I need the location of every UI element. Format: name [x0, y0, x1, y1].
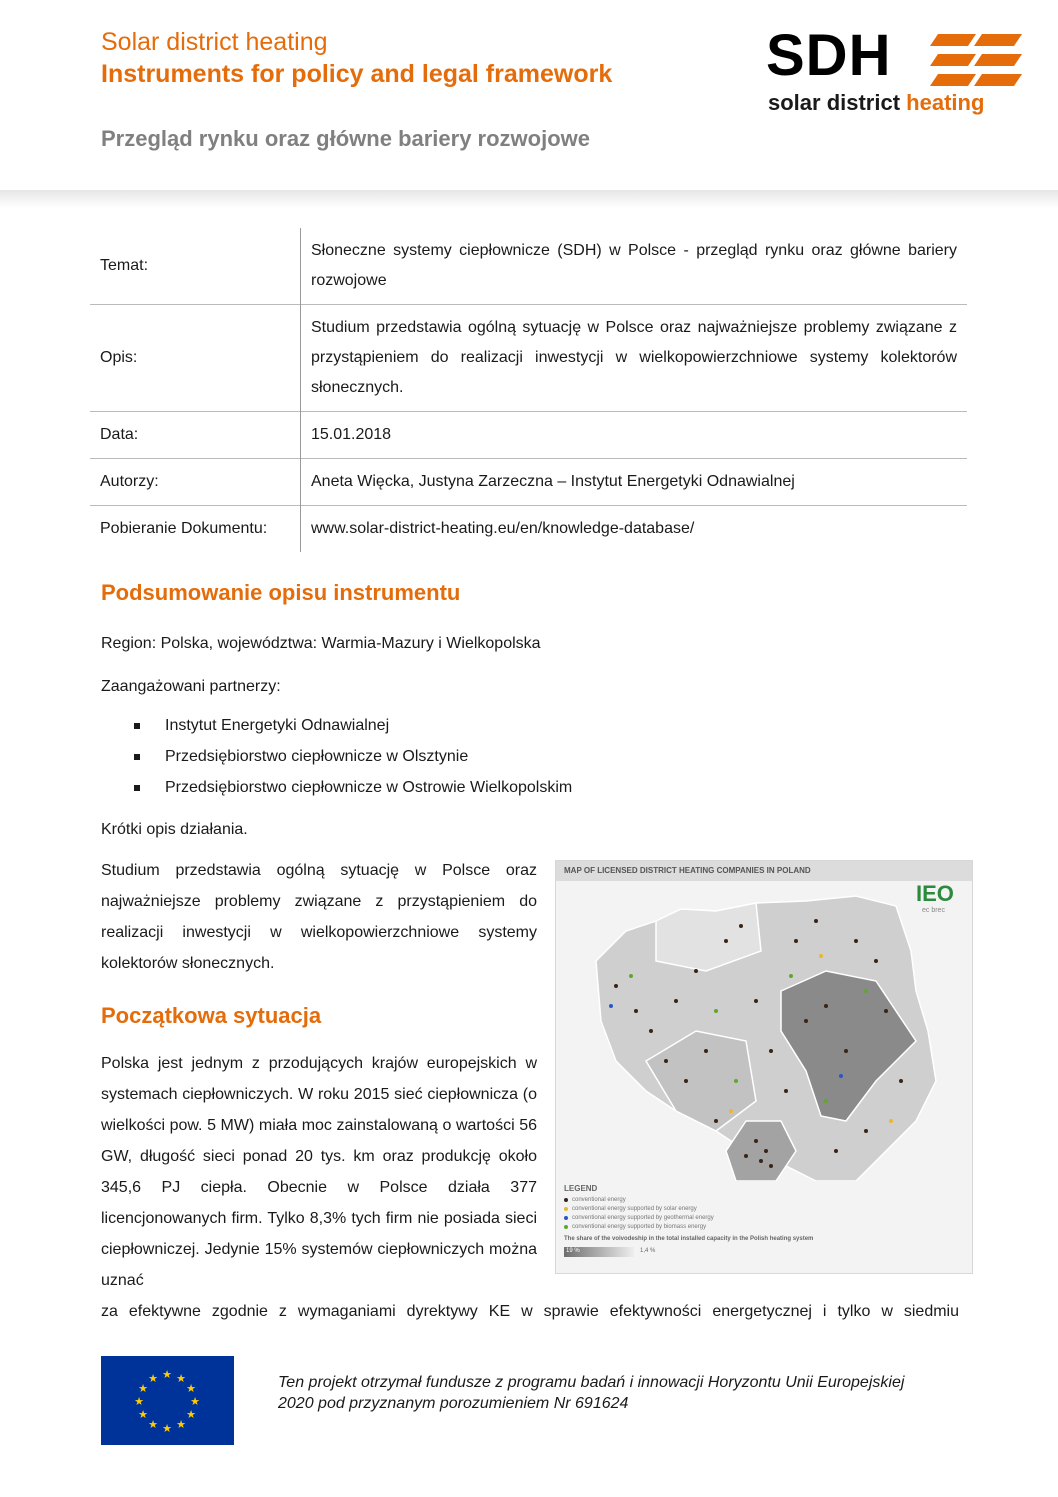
initial-text-continued: za efektywne zgodnie z wymaganiami dyrektywy KE w sprawie efektywności energetycznej i tylko w siedmiu [101, 1303, 959, 1320]
meta-key: Opis: [90, 305, 301, 412]
list-item: Przedsiębiorstwo ciepłownicze w Olsztynie [101, 741, 572, 772]
sdh-logo-text: solar district heating [768, 90, 985, 115]
sdh-logo-stripes-icon [928, 32, 1024, 88]
sdh-logo: SDH [766, 23, 892, 88]
svg-text:★: ★ [162, 1368, 172, 1381]
meta-key: Pobieranie Dokumentu: [90, 506, 301, 553]
document-title: Przegląd rynku oraz główne bariery rozwojowe [101, 126, 591, 151]
share-caption: The share of the voivodeship in the total installed capacity in the Polish heating system [564, 1236, 814, 1242]
left-column [101, 855, 537, 1296]
eu-flag [101, 1356, 234, 1445]
svg-text:★: ★ [148, 1418, 158, 1431]
map-title: MAP OF LICENSED DISTRICT HEATING COMPANIES IN POLAND [564, 866, 811, 875]
initial-heading: Początkowa sytuacja [101, 1003, 322, 1028]
download-link[interactable]: www.solar-district-heating.eu/en/knowledge-database/ [301, 506, 968, 553]
meta-value: Słoneczne systemy ciepłownicze (SDH) w Polsce - przegląd rynku oraz główne bariery rozwojowe [311, 242, 957, 289]
list-item: Przedsiębiorstwo ciepłownicze w Ostrowie Wielkopolskim [101, 772, 572, 803]
ieo-logo: IEO [916, 881, 954, 906]
partners-list [101, 710, 572, 803]
svg-text:★: ★ [186, 1408, 196, 1421]
poland-map-icon [556, 881, 972, 1181]
table-row [90, 228, 967, 305]
svg-text:★: ★ [186, 1382, 196, 1395]
svg-text:★: ★ [190, 1395, 200, 1408]
svg-text:★: ★ [134, 1395, 144, 1408]
legend-item: conventional energy supported by solar energy [564, 1204, 714, 1213]
header-divider [0, 190, 1058, 208]
meta-key: Data: [90, 412, 301, 459]
table-row [90, 305, 967, 412]
legend-dot-icon [564, 1225, 568, 1229]
metadata-table [90, 228, 967, 552]
share-min: 1,4 % [640, 1248, 656, 1254]
svg-text:★: ★ [162, 1422, 172, 1435]
svg-text:★: ★ [176, 1372, 186, 1385]
share-max: 19 % [566, 1248, 580, 1254]
list-item: Instytut Energetyki Odnawialnej [101, 710, 572, 741]
short-desc-text: Studium przedstawia ogólną sytuację w Polsce oraz najważniejsze problemy związane z przystąpieniem do realizacji inwestycji w wielkopowierzchniowe systemy kolektorów słonecznych. [101, 862, 537, 972]
legend-item: conventional energy supported by geothermal energy [564, 1213, 714, 1222]
svg-text:★: ★ [138, 1382, 148, 1395]
table-row [90, 459, 967, 506]
meta-value: 15.01.2018 [301, 412, 968, 459]
meta-value: Studium przedstawia ogólną sytuację w Polsce oraz najważniejsze problemy związane z przystąpieniem do realizacji inwestycji w wielkopowierzchniowe systemy kolektorów słonecznych. [301, 305, 968, 412]
ieo-logo-sub: ec brec [922, 907, 945, 914]
meta-key: Temat: [90, 228, 301, 305]
legend-item: conventional energy supported by biomass energy [564, 1222, 714, 1231]
eu-stars-icon [101, 1356, 234, 1445]
table-row [90, 506, 967, 553]
region-text: Region: Polska, województwa: Warmia-Mazury i Wielkopolska [101, 635, 541, 652]
summary-heading: Podsumowanie opisu instrumentu [101, 580, 461, 605]
meta-key: Autorzy: [90, 459, 301, 506]
short-desc-label: Krótki opis działania. [101, 821, 248, 838]
legend-dot-icon [564, 1198, 568, 1202]
initial-text: Polska jest jednym z przodujących krajów europejskich w systemach ciepłowniczych. W roku 2015 sieć ciepłownicza (o wielkości pow. 5 MW) miała moc zainstalowaną o wartości 56 GW, długość sieci ponad 20 tys. km oraz produkcję około 345,6 PJ ciepła. Obecnie w Polsce działa 377 licencjonowanych firm. Tylko 8,3% tych firm nie posiada sieci ciepłowniczej. Jedynie 15% systemów ciepłowniczych można uznać [101, 1055, 537, 1289]
poland-heating-map [555, 860, 973, 1274]
table-row [90, 412, 967, 459]
map-legend [564, 1195, 714, 1231]
header-subtitle: Instruments for policy and legal framework [101, 60, 613, 88]
header-title: Solar district heating [101, 28, 328, 56]
meta-value: Aneta Więcka, Justyna Zarzeczna – Instytut Energetyki Odnawialnej [301, 459, 968, 506]
legend-dot-icon [564, 1216, 568, 1220]
partners-label: Zaangażowani partnerzy: [101, 678, 281, 695]
legend-item: conventional energy [564, 1195, 714, 1204]
funding-statement: Ten projekt otrzymał fundusze z programu badań i innowacji Horyzontu Unii Europejskiej 2020 pod przyznanym porozumieniem Nr 691624 [278, 1374, 905, 1412]
svg-text:★: ★ [148, 1372, 158, 1385]
svg-text:★: ★ [176, 1418, 186, 1431]
svg-text:★: ★ [138, 1408, 148, 1421]
legend-title: LEGEND [564, 1184, 598, 1193]
legend-dot-icon [564, 1207, 568, 1211]
